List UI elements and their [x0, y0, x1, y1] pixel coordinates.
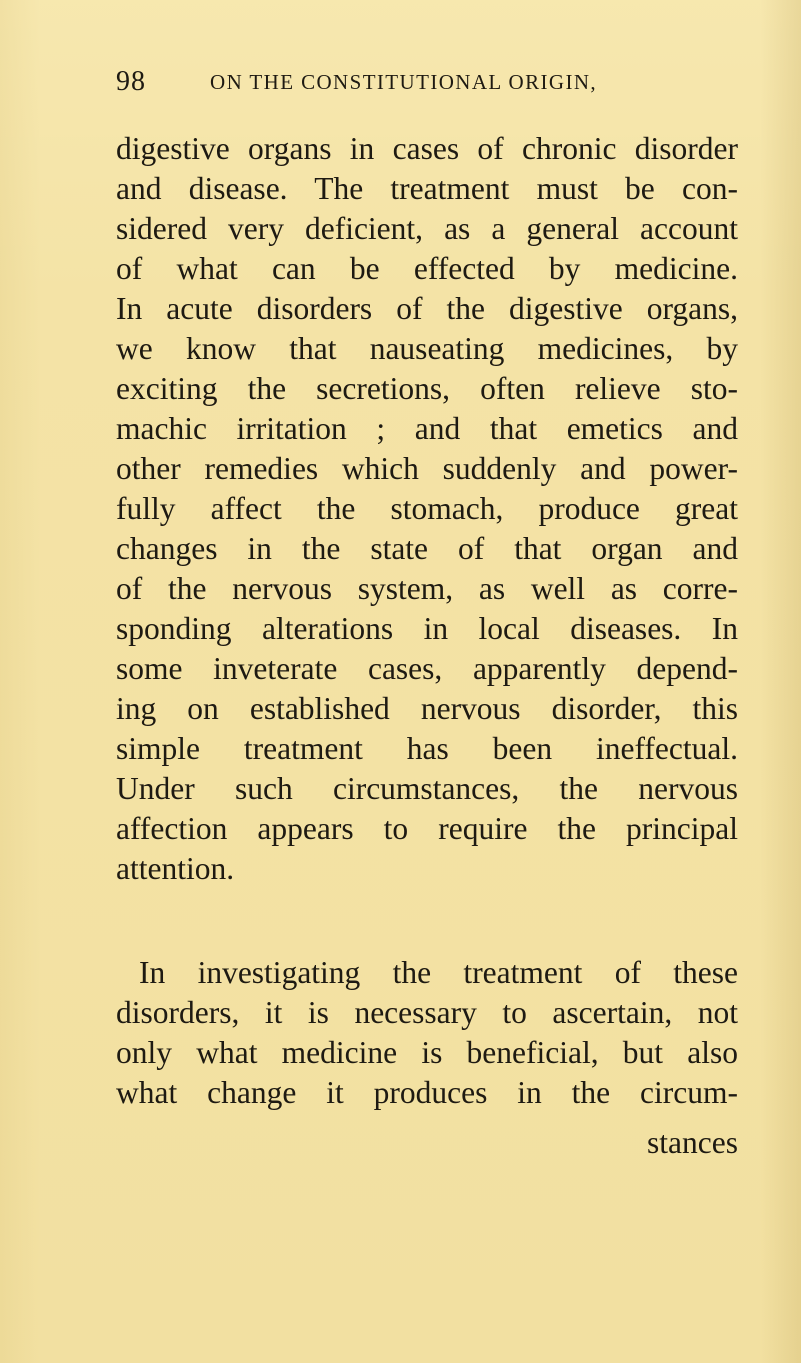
running-head-title: ON THE CONSTITUTIONAL ORIGIN, [210, 70, 598, 94]
text-line: of the nervous system, as well as corre- [116, 571, 738, 606]
text-line: other remedies which suddenly and power- [116, 451, 738, 486]
catchword: stances [647, 1125, 738, 1160]
text-line: sponding alterations in local diseases. In [116, 611, 738, 646]
text-line: affection appears to require the principal [116, 811, 738, 846]
paragraph-1 [116, 129, 738, 889]
text-line: some inveterate cases, apparently depend- [116, 651, 738, 686]
text-line: and disease. The treatment must be con- [116, 171, 738, 206]
text-line: Under such circumstances, the nervous [116, 771, 738, 806]
text-line: digestive organs in cases of chronic disorder [116, 131, 738, 166]
running-head [116, 64, 736, 100]
text-line: simple treatment has been ineffectual. [116, 731, 738, 766]
text-line: ing on established nervous disorder, this [116, 691, 738, 726]
paragraph-2 [116, 953, 738, 1113]
text-line: changes in the state of that organ and [116, 531, 738, 566]
text-line: disorders, it is necessary to ascertain, not [116, 995, 738, 1030]
text-line: what change it produces in the circum- [116, 1075, 738, 1110]
text-line: only what medicine is beneficial, but also [116, 1035, 738, 1070]
text-line: of what can be effected by medicine. [116, 251, 738, 286]
text-line: attention. [116, 851, 235, 886]
text-line: exciting the secretions, often relieve sto- [116, 371, 738, 406]
text-line: we know that nauseating medicines, by [116, 331, 738, 366]
text-line: In acute disorders of the digestive organs, [116, 291, 738, 326]
text-line: sidered very deficient, as a general account [116, 211, 738, 246]
text-line: In investigating the treatment of these [139, 955, 738, 990]
page-number: 98 [116, 66, 146, 97]
text-line: machic irritation ; and that emetics and [116, 411, 738, 446]
text-line: fully affect the stomach, produce great [116, 491, 738, 526]
